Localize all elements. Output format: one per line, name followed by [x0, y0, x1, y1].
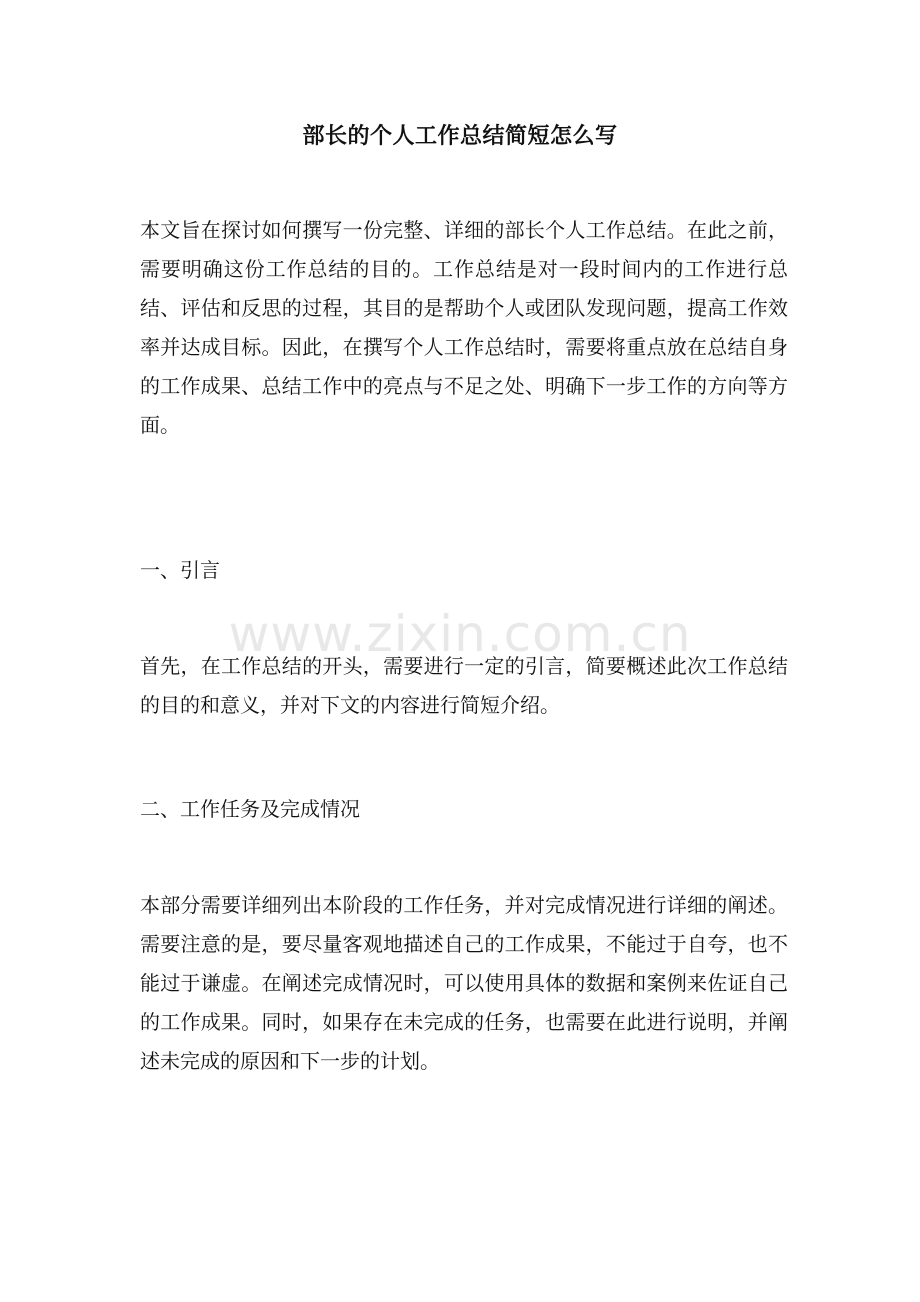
section-heading-introduction: 一、引言: [140, 558, 220, 582]
section-paragraph-introduction: 首先，在工作总结的开头，需要进行一定的引言，简要概述此次工作总结的目的和意义，并对下文的内容进行简短介绍。: [140, 654, 788, 717]
intro-paragraph: 本文旨在探讨如何撰写一份完整、详细的部长个人工作总结。在此之前，需要明确这份工作总结的目的。工作总结是对一段时间内的工作进行总结、评估和反思的过程，其目的是帮助个人或团队发现问题，提高工作效率并达成目标。因此，在撰写个人工作总结时，需要将重点放在总结自身的工作成果、总结工作中的亮点与不足之处、明确下一步工作的方向等方面。: [140, 218, 788, 437]
document-title: 部长的个人工作总结简短怎么写: [302, 123, 618, 149]
watermark-text: www.zixin.com.cn: [228, 605, 692, 663]
section-heading-tasks: 二、工作任务及完成情况: [140, 797, 360, 821]
section-paragraph-tasks: 本部分需要详细列出本阶段的工作任务，并对完成情况进行详细的阐述。需要注意的是，要尽量客观地描述自己的工作成果，不能过于自夸，也不能过于谦虚。在阐述完成情况时，可以使用具体的数据和案例来佐证自己的工作成果。同时，如果存在未完成的任务，也需要在此进行说明，并阐述未完成的原因和下一步的计划。: [140, 893, 788, 1073]
